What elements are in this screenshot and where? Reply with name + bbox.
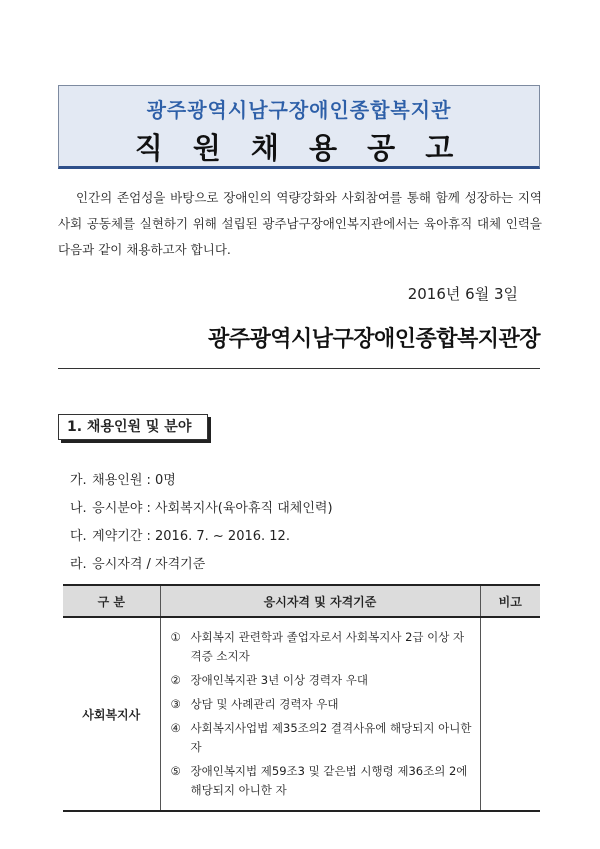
category-cell: 사회복지사	[63, 617, 160, 811]
qual-number: ②	[170, 673, 181, 687]
list-item	[70, 554, 333, 582]
table-row	[63, 617, 540, 811]
section-heading: 1. 채용인원 및 분야	[58, 414, 208, 440]
item-text: 응시분야 : 사회복지사(육아휴직 대체인력)	[92, 501, 333, 516]
recruitment-items	[70, 470, 333, 582]
list-item	[70, 526, 333, 554]
qual-number: ①	[170, 630, 181, 644]
item-text: 계약기간 : 2016. 7. ~ 2016. 12.	[92, 529, 290, 544]
divider-line	[58, 368, 540, 369]
header-remark: 비고	[480, 585, 540, 617]
qual-text: 사회복지 관련학과 졸업자로서 사회복지사 2급 이상 자격증 소지자	[190, 630, 465, 663]
qual-text: 상담 및 사례관리 경력자 우대	[190, 697, 339, 711]
organization-name: 광주광역시남구장애인종합복지관	[146, 98, 452, 122]
qualification-item	[171, 671, 472, 690]
announcement-date: 2016년 6월 3일	[407, 285, 518, 303]
qual-text: 사회복지사업법 제35조의2 결격사유에 해당되지 아니한 자	[190, 721, 472, 754]
table-header-row	[63, 585, 540, 617]
header-category: 구 분	[63, 585, 160, 617]
intro-text: 인간의 존엄성을 바탕으로 장애인의 역량강화와 사회참여를 통해 함께 성장하는 지역사회 공동체를 실현하기 위해 설립된 광주남구장애인복지관에서는 육아휴직 대체 인력을 다음과 같이 채용하고자 합니다.	[58, 190, 542, 257]
qual-number: ③	[170, 697, 181, 711]
qual-text: 장애인복지법 제59조3 및 같은법 시행령 제36조의 2에 해당되지 아니한 자	[190, 764, 468, 797]
item-label: 다.	[70, 529, 87, 544]
title-box	[58, 85, 540, 169]
item-label: 가.	[70, 473, 87, 488]
list-item	[70, 498, 333, 526]
qualification-item	[171, 695, 472, 714]
header-qualification: 응시자격 및 자격기준	[160, 585, 480, 617]
document-title: 직 원 채 용 공 고	[134, 131, 464, 165]
intro-paragraph	[58, 185, 542, 263]
list-item	[70, 470, 333, 498]
item-text: 응시자격 / 자격기준	[92, 557, 206, 572]
qualification-table	[63, 584, 540, 812]
qualifications-cell	[160, 617, 480, 811]
qual-number: ④	[170, 721, 181, 735]
qualification-item	[171, 628, 472, 666]
signer-name: 광주광역시남구장애인종합복지관장	[207, 327, 540, 352]
qualification-item	[171, 762, 472, 800]
item-label: 나.	[70, 501, 87, 516]
item-label: 라.	[70, 557, 87, 572]
qual-text: 장애인복지관 3년 이상 경력자 우대	[190, 673, 368, 687]
qual-number: ⑤	[170, 764, 181, 778]
remark-cell	[480, 617, 540, 811]
qualification-item	[171, 719, 472, 757]
item-text: 채용인원 : 0명	[92, 473, 176, 488]
